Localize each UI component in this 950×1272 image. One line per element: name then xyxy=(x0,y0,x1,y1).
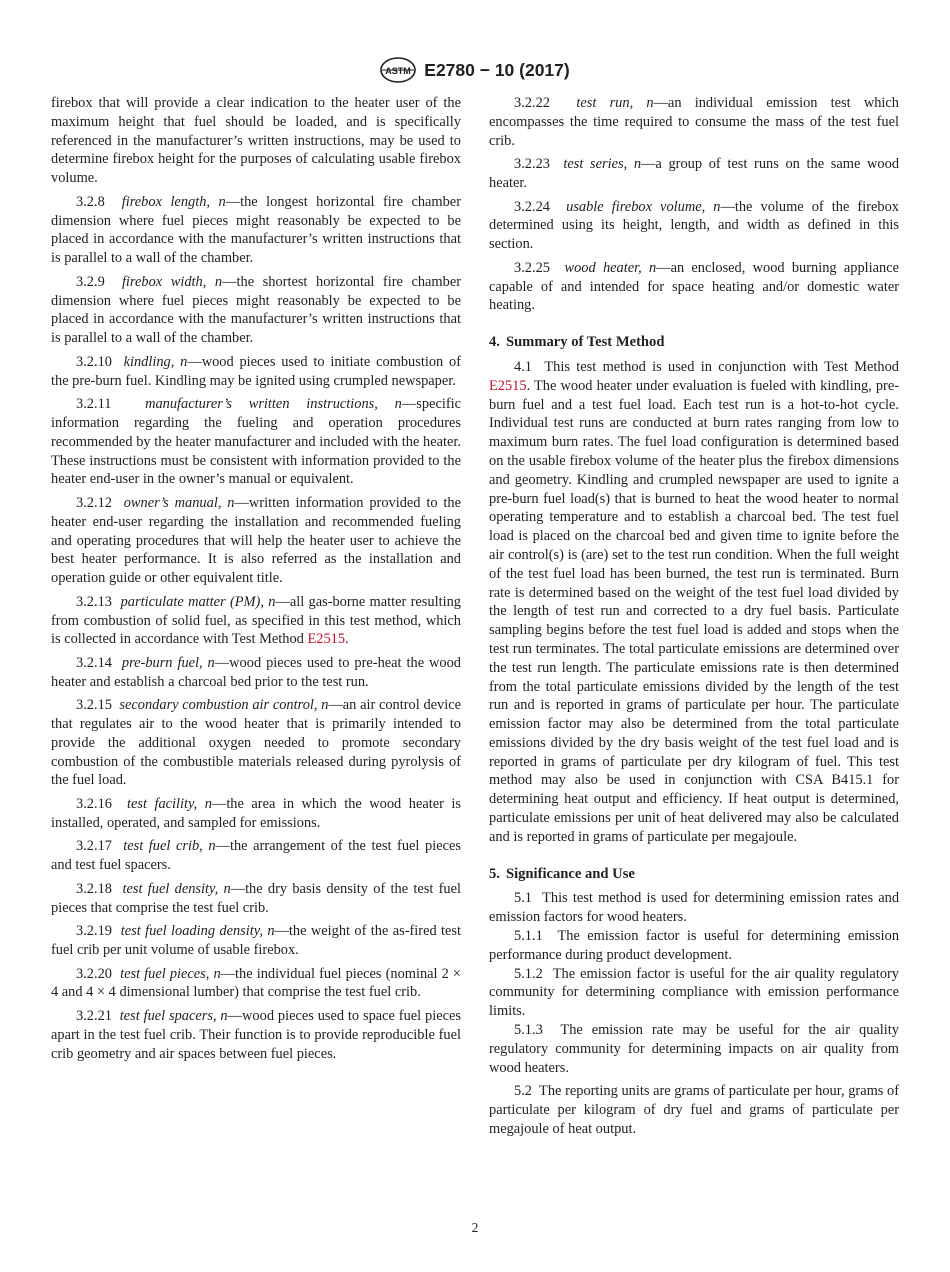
astm-logo-icon xyxy=(380,57,416,83)
definition-3-2-18: 3.2.18 test fuel density, n—the dry basis density of the test fuel pieces that comprise the test fuel crib. xyxy=(51,880,461,916)
paragraph-5-1: 5.1 This test method is used for determining emission rates and emission factors for wood heaters. xyxy=(489,890,900,926)
definition-3-2-10: 3.2.10 kindling, n—wood pieces used to initiate combustion of the pre-burn fuel. Kindling may be ignited using crumpled newspaper. xyxy=(51,353,462,389)
page-number: 2 xyxy=(471,1220,479,1235)
paragraph-5-2: 5.2 The reporting units are grams of particulate per hour, grams of particulate per kilogram of dry fuel and grams of particulate per megajoule of heat output. xyxy=(489,1083,900,1137)
definition-3-2-21: 3.2.21 test fuel spacers, n—wood pieces used to space fuel pieces apart in the test fuel crib. Their function is to provide reproducible fuel crib geometry and air spaces between fuel pieces. xyxy=(51,1008,461,1062)
section-4-heading: 4. Summary of Test Method xyxy=(489,334,665,351)
paragraph-5-1-2: 5.1.2 The emission factor is useful for the air quality regulatory community for determining compliance with emission performance limits. xyxy=(489,965,899,1020)
definition-3-2-22: 3.2.22 test run, n—an individual emission test which encompasses the time required to consume the mass of the test fuel crib. xyxy=(489,95,900,149)
definition-3-2-13: 3.2.13 particulate matter (PM), n—all gas-borne matter resulting from combustion of solid fuel, as specified in this test method, which is collected in accordance with Test Method E2515. xyxy=(51,593,461,648)
definition-3-2-20: 3.2.20 test fuel pieces, n—the individual fuel pieces (nominal 2 × 4 and 4 × 4 dimensional lumber) that comprise the test fuel crib. xyxy=(51,965,461,1001)
definition-3-2-23: 3.2.23 test series, n—a group of test runs on the same wood heater. xyxy=(489,156,900,191)
page-header xyxy=(0,56,950,84)
definition-3-2-12: 3.2.12 owner’s manual, n—written information provided to the heater end-user regarding the installation and recommended fueling and operating procedures that will help the heater user to achieve the best heater performance. It is also referred as the installation and operation guide or other equivalent title. xyxy=(51,494,461,587)
definition-3-2-17: 3.2.17 test fuel crib, n—the arrangement of the test fuel pieces and test fuel spacers. xyxy=(51,838,461,874)
e2515-link[interactable]: E2515 xyxy=(307,631,346,648)
right-column xyxy=(489,94,899,1143)
definition-3-2-14: 3.2.14 pre-burn fuel, n—wood pieces used to pre-heat the wood heater and establish a charcoal bed prior to the test run. xyxy=(51,654,461,690)
paragraph-5-1-3: 5.1.3 The emission rate may be useful for the air quality regulatory community for determining impacts on air quality from wood heaters. xyxy=(489,1022,899,1076)
paragraph-4-1: 4.1 This test method is used in conjunction with Test Method E2515. The wood heater under evaluation is fueled with kindling, pre-burn fuel and a test fuel load. Each test run is a hot-to-hot cycle. Individual test runs are conducted at burn rates ranging from low to maximum burn rates. The fuel load configuration is determined based on the usable firebox volume of the heater plus the firebox dimensions and geometry. Kindling and crumpled newspaper are used to ignite a pre-burn fuel load(s) that is burned to heat the wood heater to normal operating temperature and to establish a charcoal bed. The test fuel load is placed on the charcoal bed and given time to ignite before the air control(s) is (are) set to the test run condition. When the full weight of the test fuel load has been burned, the test run is terminated. Burn rate is determined based on the weight of the test fuel load divided by the length of test run and corrected to a dry fuel basis. Particulate sampling begins before the test fuel load is added and stops when the test run terminates. The total particulate emissions are determined over the test run length. The particulate emissions rate is then determined from the total particulate emissions divided by the length of the test run and is reported in grams of particulate per hour. The particulate emission factor may also be determined from the total particulate emissions divided by the dry basis weight of the test fuel load and is reported in grams of particulate per dry kilogram of fuel. This test method may also be used in conjunction with CSA B415.1 for determining heat output and efficiency. If heat output is determined, particulate emissions per unit of heat delivered may also be calculated and is reported in grams of particulate per megajoule. xyxy=(489,358,899,845)
svg-text:ASTM: ASTM xyxy=(385,66,412,76)
definition-3-2-25: 3.2.25 wood heater, n—an enclosed, wood burning appliance capable of and intended for space heating and/or domestic water heating. xyxy=(489,259,899,314)
continued-paragraph: firebox that will provide a clear indication to the heater user of the maximum height that fuel should be loaded, and is specifically referenced in the manufacturer’s written instructions, may be used to determine firebox height for the purposes of calculating usable firebox volume. xyxy=(51,95,461,187)
definition-3-2-24: 3.2.24 usable firebox volume, n—the volume of the firebox determined using its height, length, and width as defined in this section. xyxy=(489,198,899,253)
definition-3-2-16: 3.2.16 test facility, n—the area in which the wood heater is installed, operated, and sampled for emissions. xyxy=(51,796,461,831)
definition-3-2-11: 3.2.11 manufacturer’s written instructions, n—specific information regarding the fueling and operation procedures recommended by the heater manufacturer and included with the heater. These instructions must be consistent with information provided to the heater end-user in the owner’s manual or equivalent. xyxy=(51,396,462,488)
document-designation: E2780 − 10 (2017) xyxy=(424,59,570,80)
e2515-link[interactable]: E2515 xyxy=(489,377,527,394)
definition-3-2-8: 3.2.8 firebox length, n—the longest horizontal fire chamber dimension where fuel pieces might reasonably be expected to be placed in accordance with the manufacturer’s written instructions that is parallel to a wall of the chamber. xyxy=(51,193,461,267)
section-5-heading: 5. Significance and Use xyxy=(489,865,635,882)
definition-3-2-9: 3.2.9 firebox width, n—the shortest horizontal fire chamber dimension where fuel pieces might reasonably be expected to be placed in accordance with the manufacturer’s written instructions that is parallel to a wall of the chamber. xyxy=(51,273,462,347)
definition-3-2-15: 3.2.15 secondary combustion air control, n—an air control device that regulates air to the wood heater that is primarily intended to provide the additional oxygen needed to promote secondary combustion of the combustible materials released during pyrolysis of the fuel load. xyxy=(51,697,461,789)
left-column xyxy=(51,94,461,1068)
paragraph-5-1-1: 5.1.1 The emission factor is useful for determining emission performance during product development. xyxy=(489,928,900,963)
definition-3-2-19: 3.2.19 test fuel loading density, n—the weight of the as-fired test fuel crib per unit volume of usable firebox. xyxy=(51,923,462,959)
